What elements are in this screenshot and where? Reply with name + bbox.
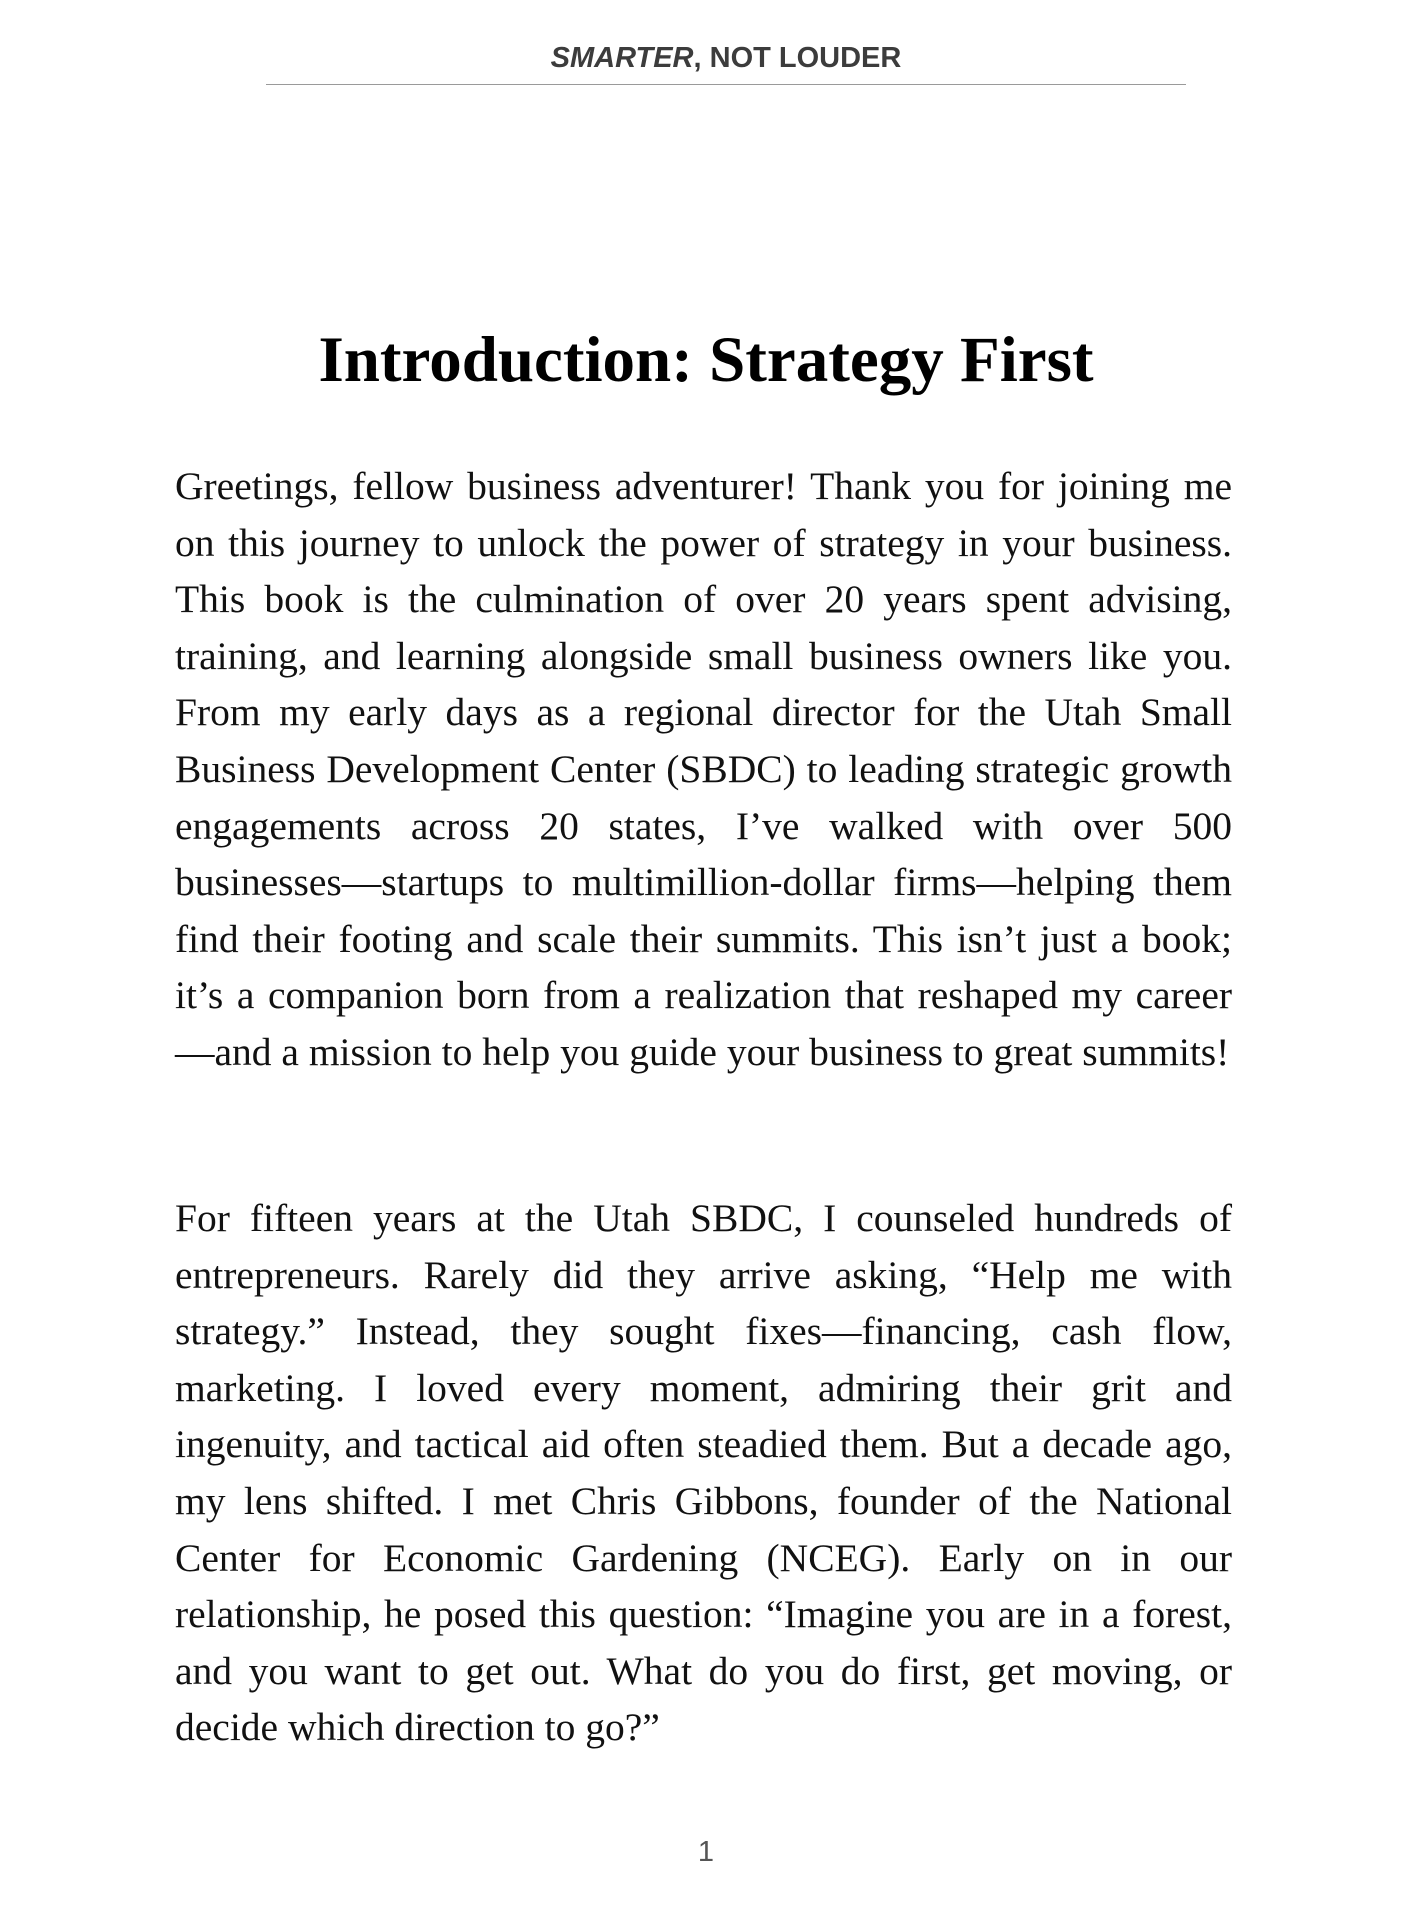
page-number: 1 <box>697 1836 715 1868</box>
book-title-italic: SMARTER <box>550 42 694 74</box>
running-header <box>266 36 1186 80</box>
body-paragraph-1: Greetings, fellow business adventurer! Thank you for joining me on this journey to unlock the power of strategy in your business. This book is the culmination of over 20 years spent advising, training, and learning alongside small business owners like you. From my early days as a regional director for the Utah Small Business Development Center (SBDC) to leading strategic growth engagements across 20 states, I’ve walked with over 500 businesses—startups to multimillion-dollar firms—helping them find their footing and scale their summits. This isn’t just a book; it’s a companion born from a realization that reshaped my career—and a mission to help you guide your business to great summits! <box>175 464 1232 1074</box>
body-paragraph-2: For fifteen years at the Utah SBDC, I counseled hundreds of entrepreneurs. Rarely did they arrive asking, “Help me with strategy.” Instead, they sought fixes—financing, cash flow, marketing. I loved every moment, admiring their grit and ingenuity, and tactical aid often steadied them. But a decade ago, my lens shifted. I met Chris Gibbons, founder of the National Center for Economic Gardening (NCEG). Early on in our relationship, he posed this question: “Imagine you are in a forest, and you want to get out. What do you do first, get moving, or decide which direction to go?” <box>175 1196 1232 1750</box>
book-title-rest: , NOT LOUDER <box>693 42 902 74</box>
header-divider <box>266 84 1186 85</box>
chapter-title: Introduction: Strategy First <box>318 324 1094 396</box>
